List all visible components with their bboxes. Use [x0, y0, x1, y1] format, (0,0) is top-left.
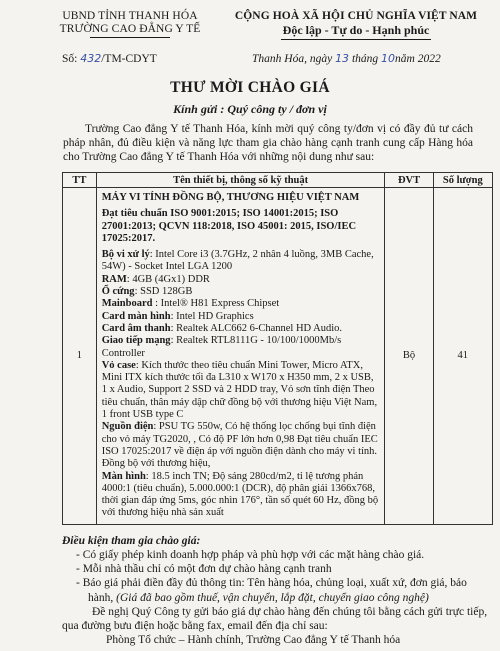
- spec-line: [102, 298, 380, 310]
- org-underline: [90, 37, 170, 38]
- spec-value: : Kích thước theo tiêu chuẩn Mini Tower, Micro ATX, Mini ITX kích thước tối đa L310 x W170 x H350 mm, 2 x USB, 1 x Audio, Support 2 SSD và 2 HDD tray, Vỏ sơn tĩnh điện Theo tiêu chuẩn, thân máy dập chữ đồng bộ với thương hiệu Việt Nam, 1 front USB type C: [101, 359, 378, 421]
- date-month: 10: [381, 52, 396, 65]
- spec-value: : Intel Core i3 (3.7GHz, 2 nhân 4 luồng, 3MB Cache, 54W) - Socket Intel LGA 1200: [101, 249, 374, 273]
- spec-list: [102, 249, 380, 520]
- row-tt: 1: [63, 188, 97, 525]
- spec-value: : Realtek RTL8111G - 10/100/1000Mb/s Controller: [101, 335, 342, 359]
- row-unit: Bộ: [385, 188, 433, 525]
- spec-label: Ổ cứng: [101, 286, 135, 298]
- header-description: Tên thiết bị, thông số kỹ thuật: [96, 173, 385, 188]
- document-title: THƯ MỜI CHÀO GIÁ: [170, 79, 330, 96]
- motto-underline: [281, 39, 431, 40]
- spec-line: [102, 421, 380, 470]
- spec-label: Vỏ case: [101, 359, 136, 371]
- conditions-list: [62, 548, 494, 647]
- motto: Độc lập - Tự do - Hạnh phúc: [282, 23, 430, 37]
- product-standards: Đạt tiêu chuẩn ISO 9001:2015; ISO 14001:2015; ISO 27001:2013; QCVN 118:2018, ISO 45001: 2015, ISO/IEC 17025:2017.: [101, 208, 357, 244]
- spec-label: Card âm thanh: [101, 322, 171, 334]
- intro-paragraph: Trường Cao đẳng Y tế Thanh Hóa, kính mời quý công ty/đơn vị có đầy đủ tư cách pháp nhân, đủ điều kiện và năng lực tham gia chào hàng cạnh tranh cung cấp Hàng hóa cho Trường Cao đẳng Y tế Thanh Hóa với những nội dung như sau:: [63, 123, 473, 163]
- spec-value: : Intel® H81 Express Chipset: [152, 298, 280, 310]
- doc-no-prefix: Số:: [62, 53, 78, 65]
- spec-label: RAM: [101, 273, 127, 285]
- spec-value: : PSU TG 550w, Có hệ thống lọc chống bụi tĩnh điện cho vỏ máy TG2020, , Có độ PF lớn hơn 0,98 Đạt tiêu chuẩn IEC ISO 17025:2017 về điện áp với nguồn điện dành cho máy vi tính. Đồng bộ với thương hiệu,: [101, 421, 378, 470]
- header-tt: TT: [63, 173, 97, 188]
- spec-line: [102, 335, 380, 360]
- spec-line: [102, 360, 380, 421]
- document-date: [252, 52, 441, 65]
- header-quantity: Số lượng: [433, 173, 492, 188]
- org-name: TRƯỜNG CAO ĐẲNG Y TẾ: [59, 23, 201, 35]
- nation-title: CỘNG HOÀ XÃ HỘI CHỦ NGHĨA VIỆT NAM: [234, 10, 478, 22]
- spec-value: : SSD 128GB: [134, 286, 193, 298]
- spec-value: : Realtek ALC662 6-Channel HD Audio.: [170, 322, 343, 334]
- price-note: (Giá đã bao gồm thuế, vận chuyển, lắp đặt, chuyển giao công nghệ): [116, 591, 429, 604]
- doc-no-suffix: /TM-CDYT: [101, 53, 157, 65]
- spec-label: Bộ vi xử lý: [101, 249, 150, 261]
- product-title: MÁY VI TÍNH ĐỒNG BỘ, THƯƠNG HIỆU VIỆT NAM: [101, 192, 360, 203]
- date-suffix: năm 2022: [395, 53, 441, 65]
- greeting: Kính gửi : Quý công ty / đơn vị: [173, 102, 327, 116]
- spec-label: Mainboard: [101, 298, 153, 310]
- spec-line: [102, 311, 380, 323]
- submission-address: Phòng Tổ chức – Hành chính, Trường Cao đẳng Y tế Thanh hóa: [106, 634, 401, 647]
- doc-no-handwritten: 432: [80, 52, 102, 65]
- condition-item: [62, 576, 494, 604]
- document-number: [62, 52, 157, 65]
- closing-paragraph: Đề nghị Quý Công ty gửi báo giá dự chào hàng đến chúng tôi bằng cách gửi trực tiếp, qua đường bưu điện hoặc bằng fax, email đến địa chỉ sau:: [62, 605, 488, 633]
- national-header: [225, 10, 487, 40]
- date-prefix: Thanh Hóa, ngày: [252, 53, 333, 65]
- spec-line: [102, 323, 380, 335]
- spec-label: Card màn hình: [101, 310, 171, 322]
- condition-item: - Có giấy phép kinh doanh hợp pháp và phù hợp với các mặt hàng chào giá.: [76, 549, 425, 561]
- spec-line: [102, 274, 380, 286]
- spec-line: [102, 249, 380, 274]
- spec-value: : 18.5 inch TN; Độ sáng 280cd/m2, tỉ lệ tương phản 4000:1 (tiêu chuẩn), 5.000.000:1 (DCR), độ phân giải 1366x768, thời gian đáp ứng 5ms, góc nhìn 176°, tần số quét 60 Hz, đồng bộ với thương hiệu nhà sản xuất: [101, 470, 379, 519]
- table-header-row: [63, 173, 493, 188]
- spec-label: Nguồn điện: [101, 421, 154, 433]
- condition-text: - Báo giá phải điền đầy đủ thông tin: Tên hàng hóa, chủng loại, xuất xứ, đơn giá, bảo hành,: [76, 577, 467, 604]
- header-unit: ĐVT: [385, 173, 433, 188]
- items-table: [62, 172, 493, 525]
- condition-item: - Mỗi nhà thầu chỉ có một đơn dự chào hàng cạnh tranh: [76, 563, 332, 576]
- row-description: [96, 188, 385, 525]
- row-quantity: 41: [433, 188, 492, 525]
- spec-line: [102, 286, 380, 298]
- spec-label: Màn hình: [101, 470, 146, 482]
- table-row: [63, 188, 493, 525]
- date-day: 13: [335, 52, 350, 65]
- spec-label: Giao tiếp mạng: [101, 335, 171, 347]
- spec-value: : 4GB (4Gx1) DDR: [126, 273, 210, 285]
- conditions-title: Điều kiện tham gia chào giá:: [62, 535, 201, 547]
- spec-line: [102, 471, 380, 520]
- date-mid: tháng: [351, 53, 379, 65]
- parent-org: UBND TỈNH THANH HÓA: [62, 10, 198, 22]
- issuer-block: [45, 10, 215, 38]
- spec-value: : Intel HD Graphics: [170, 310, 254, 322]
